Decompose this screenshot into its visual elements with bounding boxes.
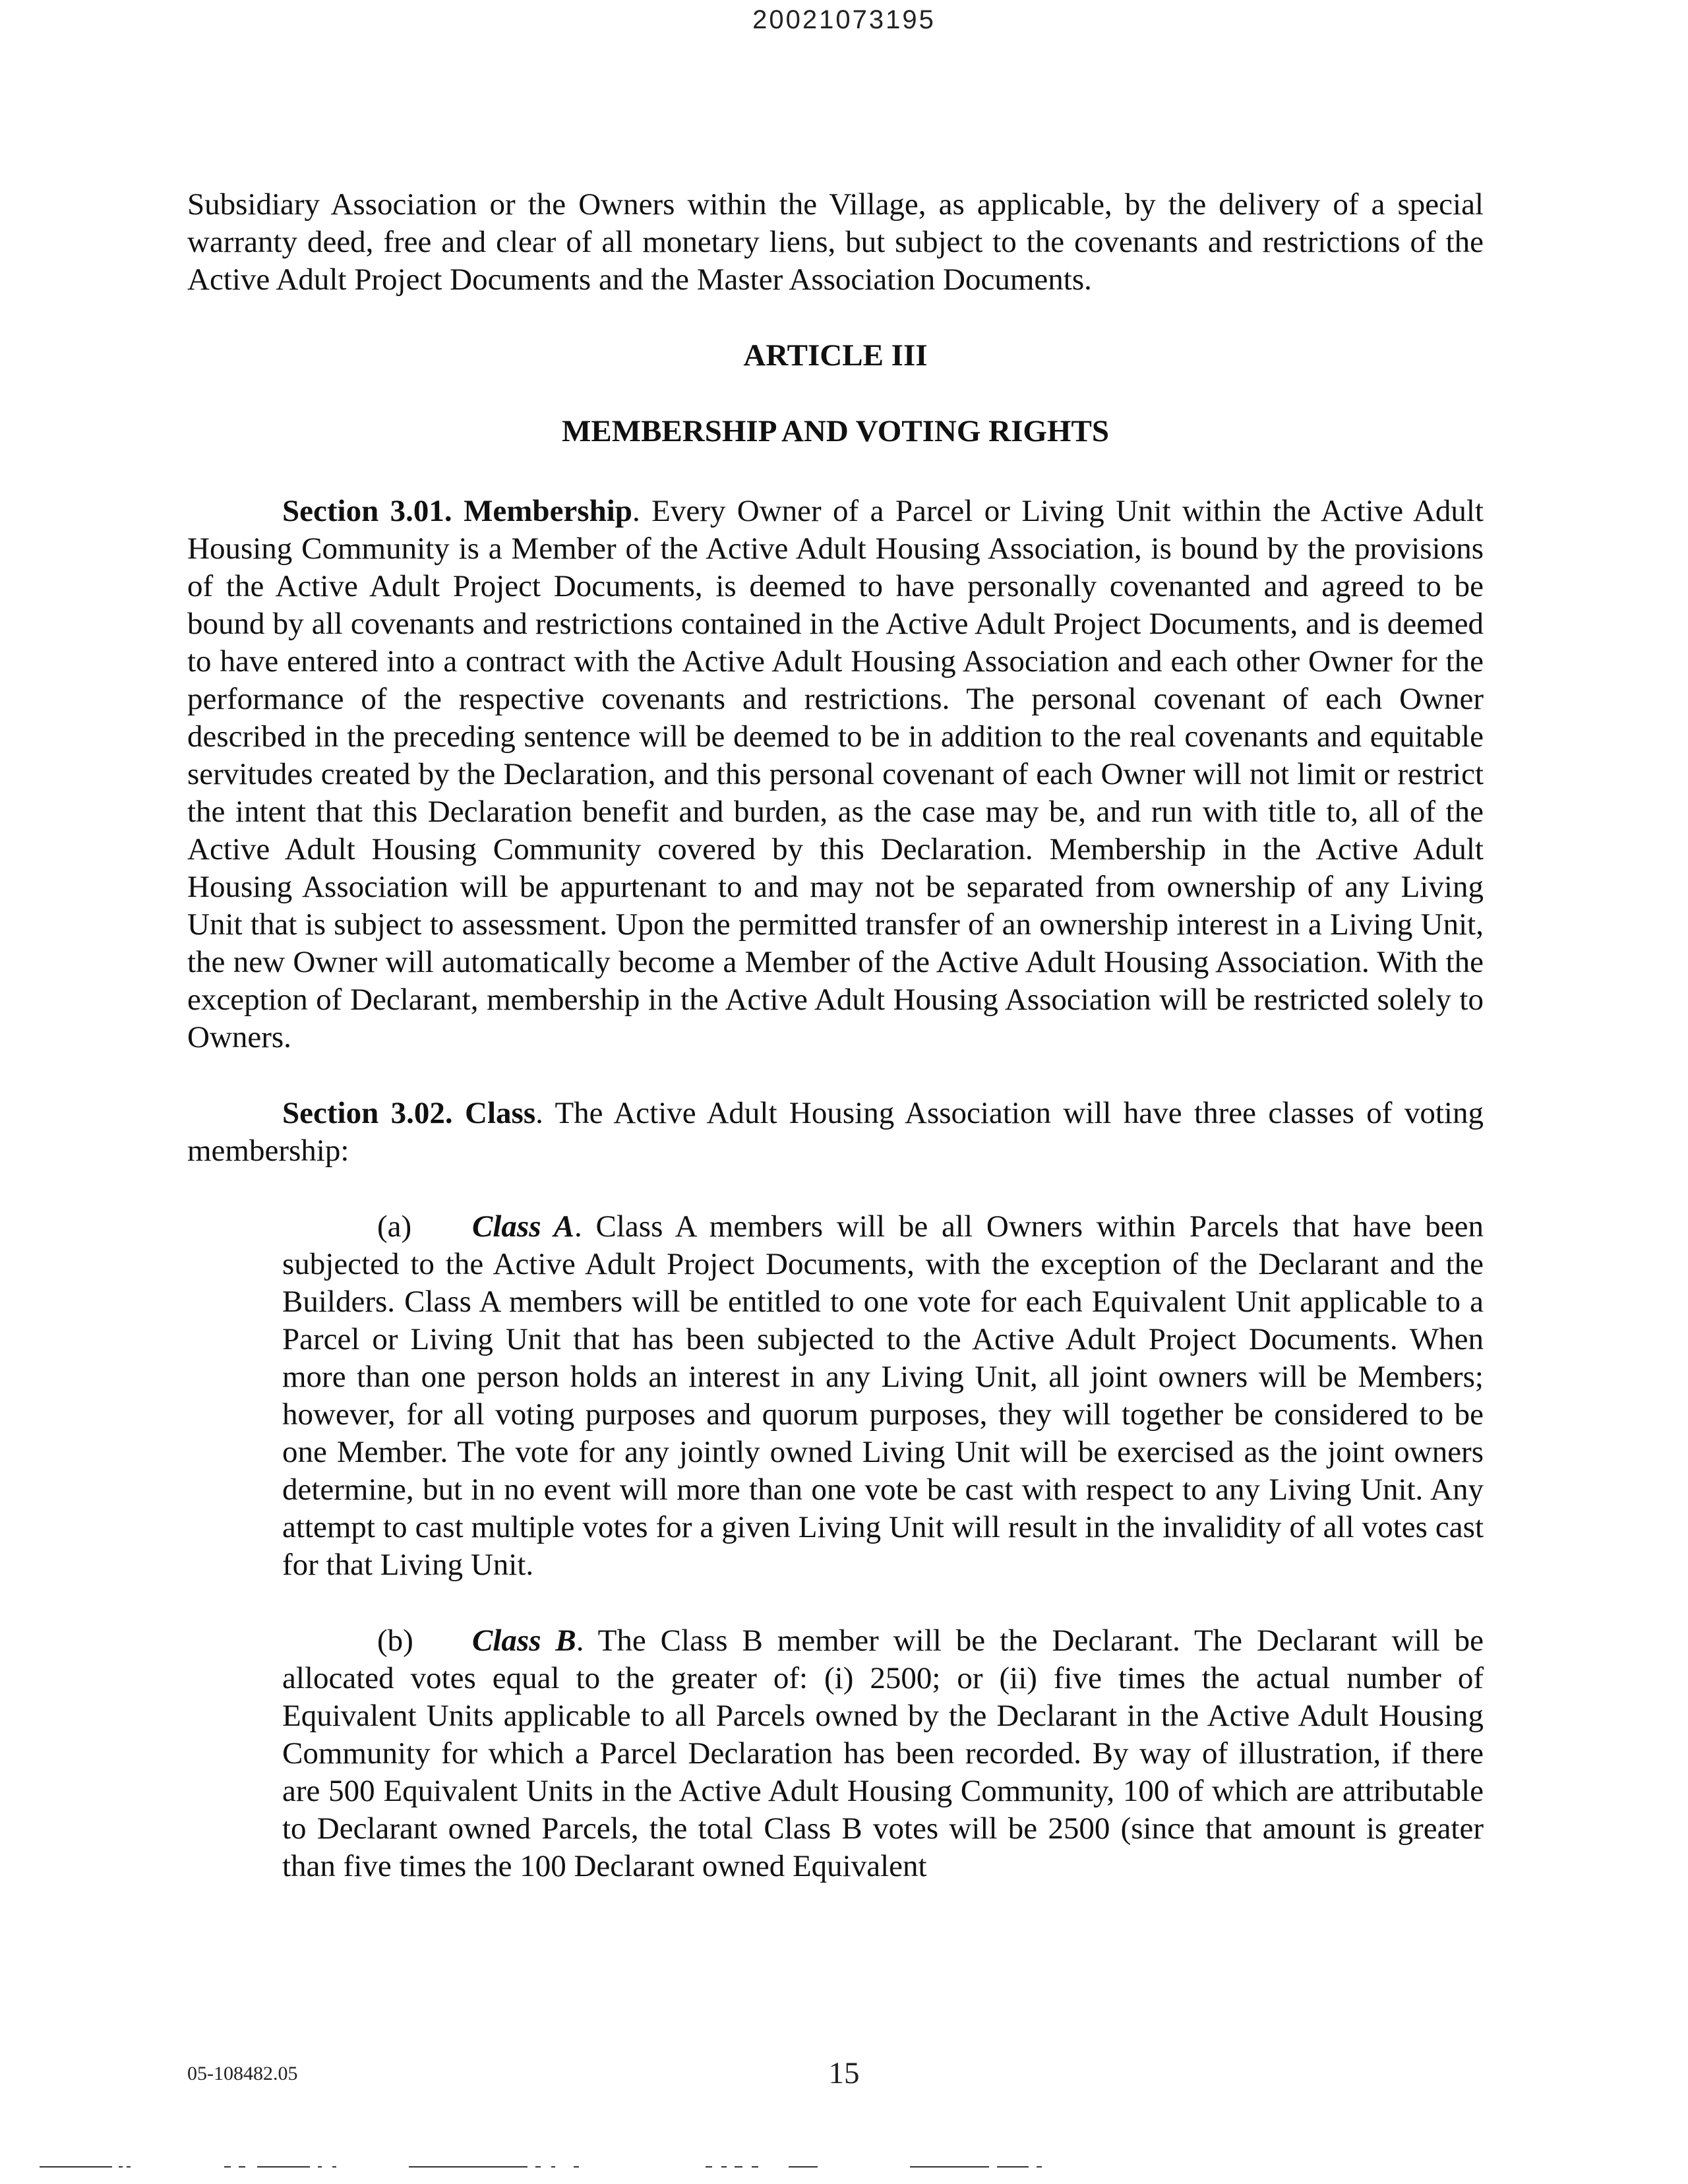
class-b-text: . The Class B member will be the Declarant. The Declarant will be allocated votes equal to the greater of: (i) 2500; or (ii) five times the actual number of Equivalent Units applicable to all Parcels owned by the Declarant in the Active Adult Housing Community for which a Parcel Declaration has been recorded. By way of illustration, if there are 500 Equivalent Units in the Active Adult Housing Community, 100 of which are attributable to Declarant owned Parcels, the total Class B votes will be 2500 (since that amount is greater than five times the 100 Declarant owned Equivalent	[282, 1623, 1484, 1883]
section-3-02-title: Class	[465, 1096, 536, 1130]
article-heading: ARTICLE III	[743, 338, 928, 373]
section-3-01-title: Membership	[464, 494, 632, 528]
footer-document-id: 05-108482.05	[187, 2063, 298, 2084]
class-a-letter: (a)	[377, 1209, 412, 1244]
class-a-title: Class A	[472, 1209, 574, 1244]
article-title: MEMBERSHIP AND VOTING RIGHTS	[562, 414, 1109, 448]
page-number: 15	[828, 2056, 860, 2090]
section-3-02-label: Section 3.02.	[282, 1096, 453, 1130]
section-3-01-label: Section 3.01.	[282, 494, 452, 528]
section-3-02	[187, 1095, 1484, 1170]
class-b-letter: (b)	[377, 1623, 413, 1658]
scan-artifact-dashes	[0, 2164, 1688, 2171]
section-3-01	[187, 493, 1484, 1056]
continuation-paragraph: Subsidiary Association or the Owners within the Village, as applicable, by the delivery of a special warranty deed, free and clear of all monetary liens, but subject to the covenants and restrictions of the Active Adult Project Documents and the Master Association Documents.	[187, 187, 1484, 297]
section-3-02-text: . The Active Adult Housing Association will have three classes of voting membership:	[187, 1096, 1484, 1168]
document-body	[187, 186, 1484, 1924]
class-b-title: Class B	[472, 1623, 576, 1658]
section-3-01-text: . Every Owner of a Parcel or Living Unit within the Active Adult Housing Community is a Member of the Active Adult Housing Association, is bound by the provisions of the Active Adult Project Documents, is deemed to have personally covenanted and agreed to be bound by all covenants and restrictions contained in the Active Adult Project Documents, and is deemed to have entered into a contract with the Active Adult Housing Association and each other Owner for the performance of the respective covenants and restrictions. The personal covenant of each Owner described in the preceding sentence will be deemed to be in addition to the real covenants and equitable servitudes created by the Declaration, and this personal covenant of each Owner will not limit or restrict the intent that this Declaration benefit and burden, as the case may be, and run with title to, all of the Active Adult Housing Community covered by this Declaration. Membership in the Active Adult Housing Association will be appurtenant to and may not be separated from ownership of any Living Unit that is subject to assessment. Upon the permitted transfer of an ownership interest in a Living Unit, the new Owner will automatically become a Member of the Active Adult Housing Association. With the exception of Declarant, membership in the Active Adult Housing Association will be restricted solely to Owners.	[187, 494, 1484, 1054]
class-b-paragraph	[282, 1622, 1484, 1885]
class-a-text: . Class A members will be all Owners within Parcels that have been subjected to the Active Adult Project Documents, with the exception of the Declarant and the Builders. Class A members will be entitled to one vote for each Equivalent Unit applicable to a Parcel or Living Unit that has been subjected to the Active Adult Project Documents. When more than one person holds an interest in any Living Unit, all joint owners will be Members; however, for all voting purposes and quorum purposes, they will together be considered to be one Member. The vote for any jointly owned Living Unit will be exercised as the joint owners determine, but in no event will more than one vote be cast with respect to any Living Unit. Any attempt to cast multiple votes for a given Living Unit will result in the invalidity of all votes cast for that Living Unit.	[282, 1209, 1484, 1582]
recording-number: 20021073195	[752, 5, 936, 34]
class-a-paragraph	[282, 1208, 1484, 1584]
